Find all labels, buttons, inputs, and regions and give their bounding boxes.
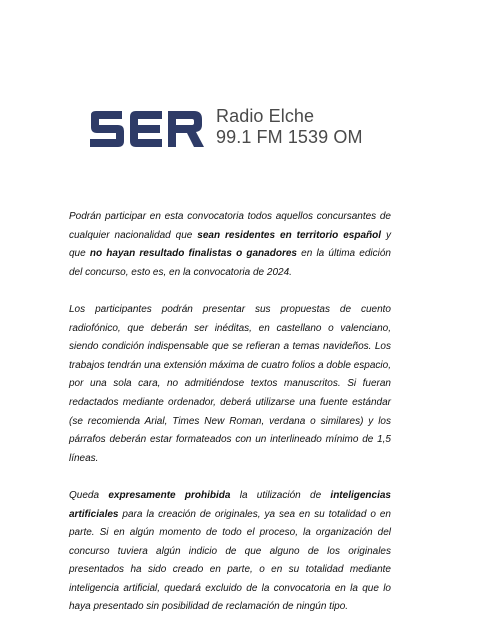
station-frequencies: 99.1 FM 1539 OM (216, 127, 363, 147)
p3-bold-2: inteligencias artificiales (69, 489, 391, 520)
paragraph-ai-prohibition (69, 487, 391, 617)
p3-text-3: para la creación de originales, ya sea en su totalidad o en parte. Si en algún momento de todo el proceso, la organización del concurso tuviera algún indicio de que alguno de los originales presentados ha sido creado en parte, o en su totalidad mediante inteligencia artificial, quedará excluido de la convocatoria en la que lo haya presentado sin posibilidad de reclamación de ningún tipo. (69, 508, 391, 613)
p3-text-1: Queda (69, 489, 109, 501)
p1-text-2: y que (69, 229, 391, 260)
p3-bold-1: expresamente prohibida (108, 489, 231, 501)
paragraph-eligibility (69, 208, 391, 282)
header-logo-block (88, 103, 388, 158)
p1-bold-2: no hayan resultado finalistas o ganadores (89, 248, 297, 260)
p2-text-1: Los participantes podrán presentar sus propuestas de cuento radiofónico, que deberán ser inéditas, en castellano o valenciano, siendo condición indispensable que se refieran a temas navideños. Los trabajos tendrán una extensión máxima de cuatro folios a doble espacio, por una sola cara, no admitiéndose textos manuscritos. Si fueran redactados mediante ordenador, deberá utilizarse una fuente estándar (se recomienda Arial, Times New Roman, verdana o similares) y los párrafos deberán estar formateados con un interlineado mínimo de 1,5 líneas. (69, 303, 391, 464)
p1-text-3: en la última edición del concurso, esto es, en la convocatoria de 2024. (69, 248, 391, 278)
station-info (216, 106, 396, 148)
paragraph-format-rules (69, 301, 391, 468)
p3-text-2: la utilización de (230, 489, 331, 501)
ser-logo-r (168, 111, 204, 147)
station-name: Radio Elche (216, 106, 315, 126)
ser-logo-s (90, 111, 124, 147)
p1-text-1: Podrán participar en esta convocatoria todos aquellos concursantes de cualquier nacionalidad que (69, 211, 391, 241)
document-body (69, 208, 391, 636)
ser-logo-e (130, 111, 162, 147)
p1-bold-1: sean residentes en territorio español (197, 229, 382, 241)
ser-logo (88, 107, 206, 151)
